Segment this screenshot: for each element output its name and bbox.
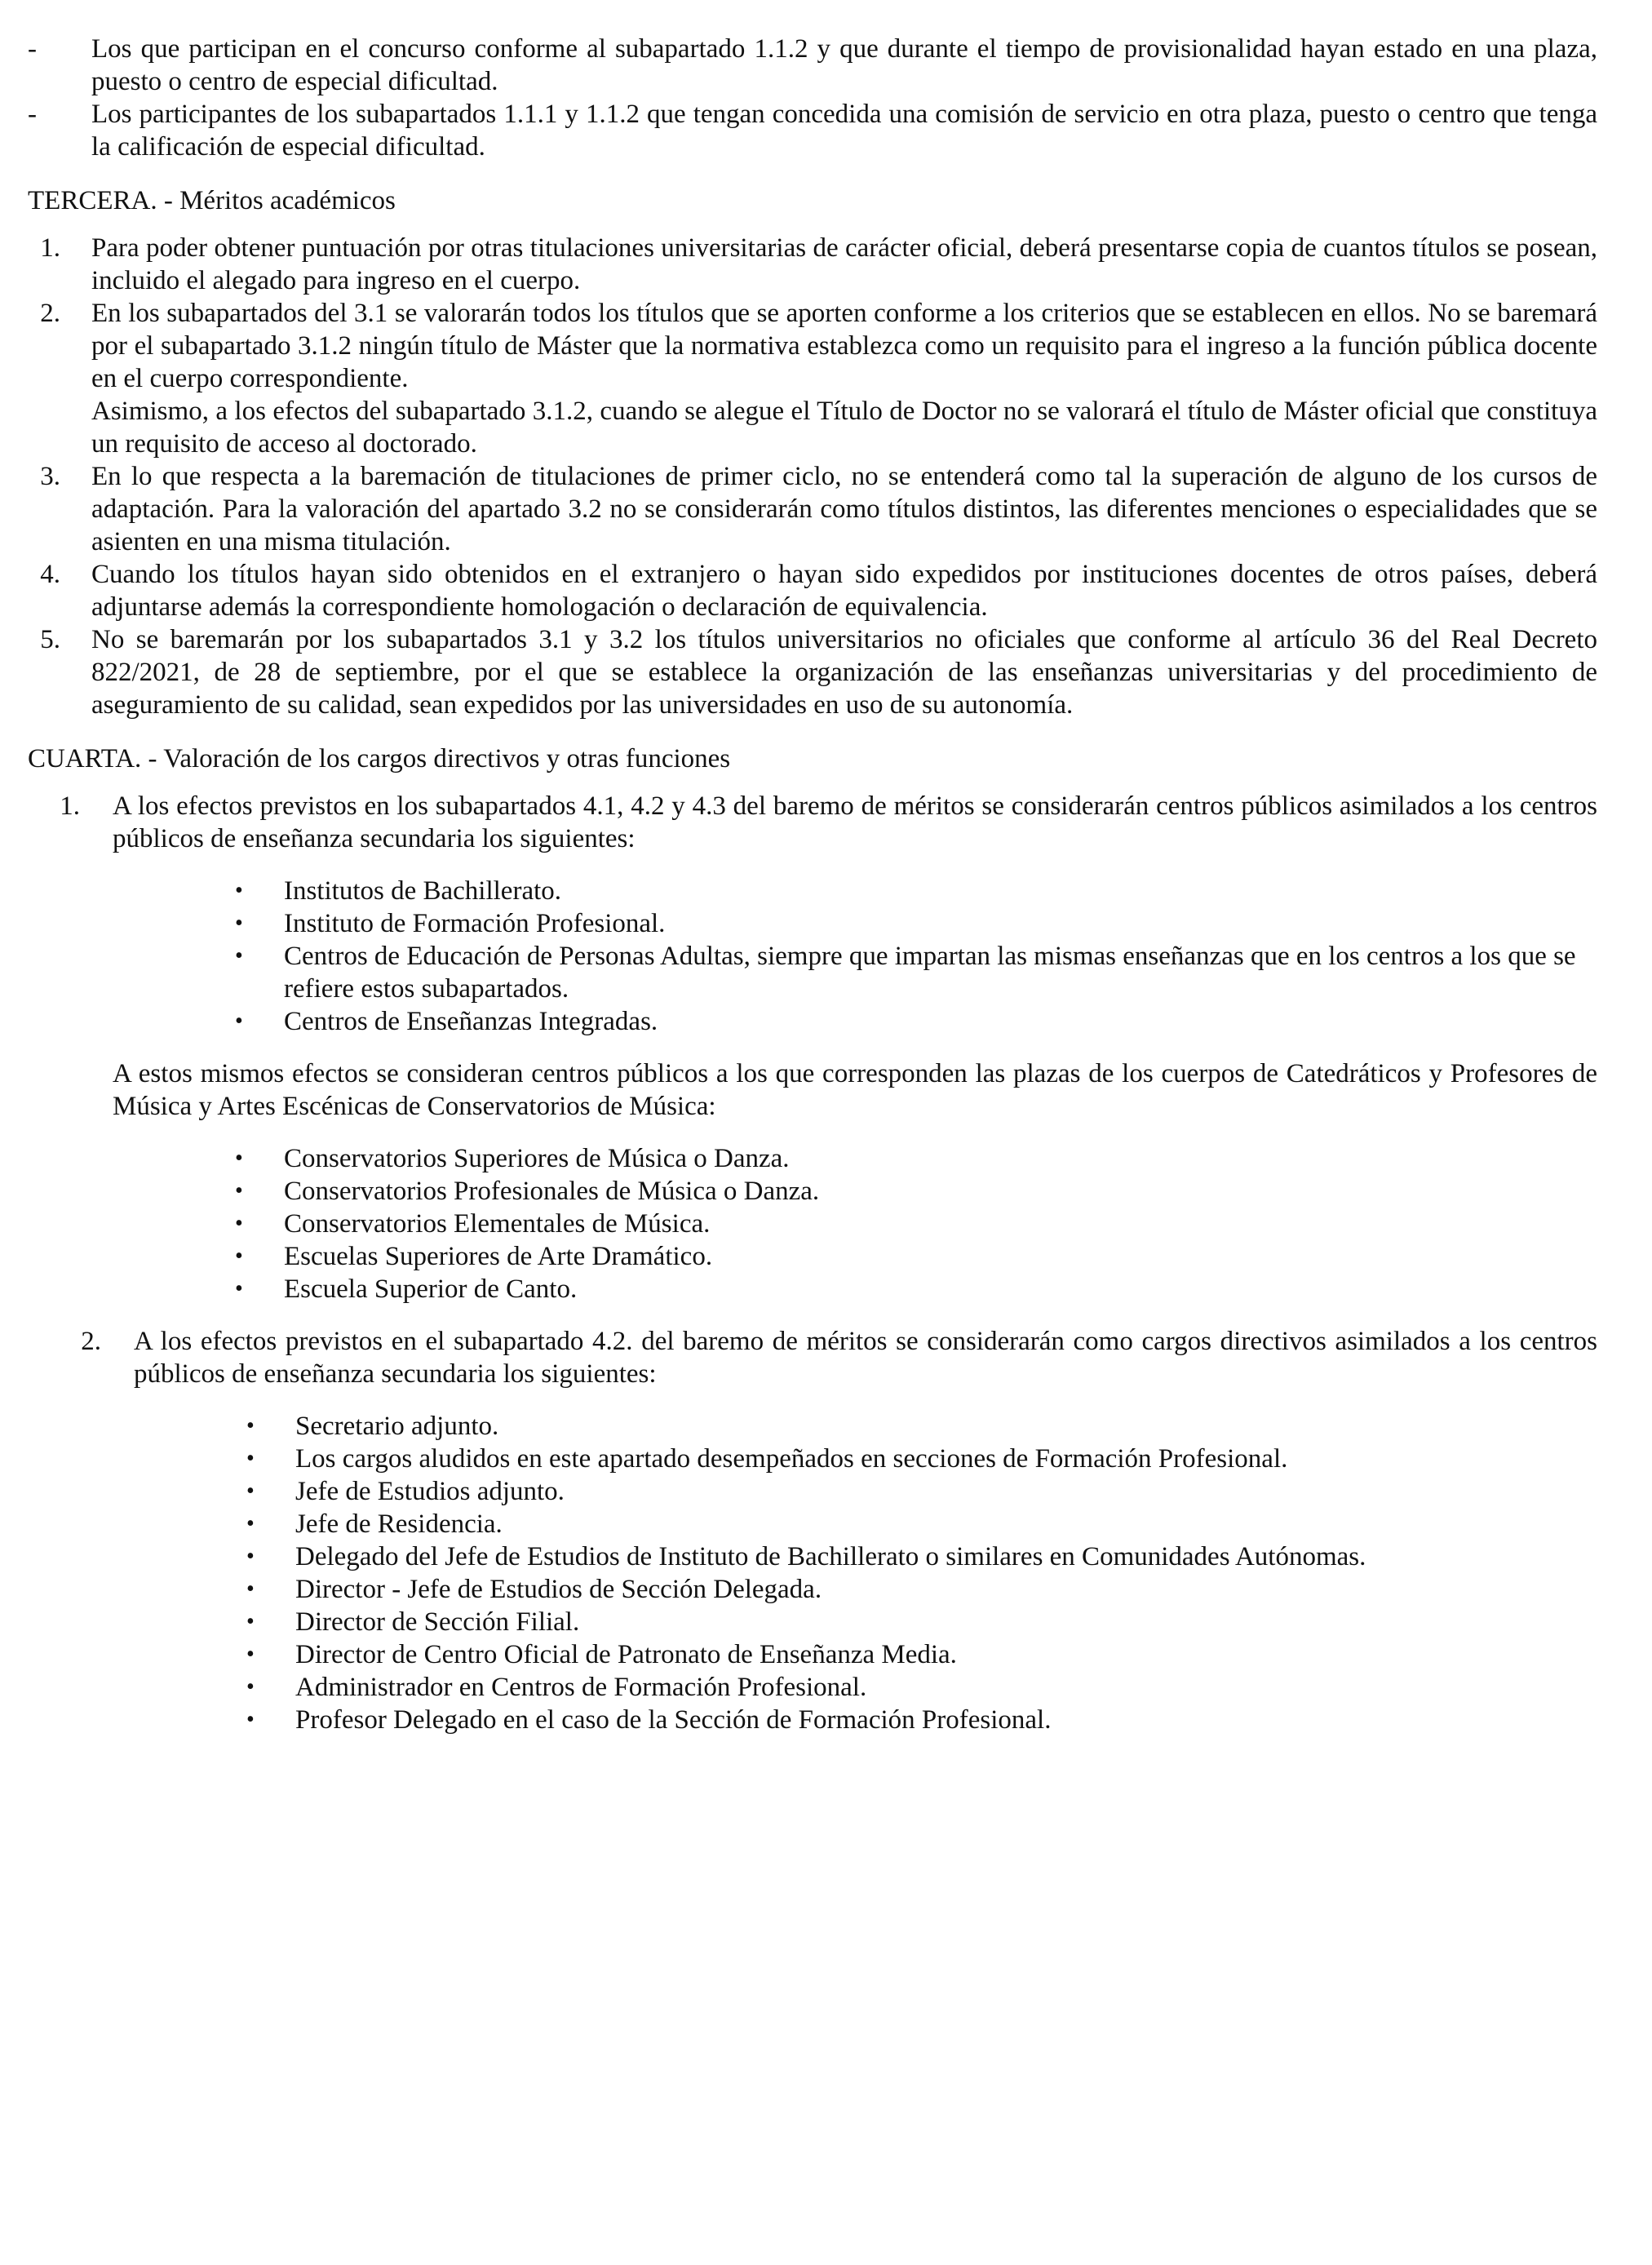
bullet-icon: • <box>235 1276 243 1301</box>
list-item <box>28 1540 1597 1573</box>
list-item-text: Centros de Educación de Personas Adultas, siempre que impartan las mismas enseñanzas que en los centros a los que se refiere estos subapartados. <box>284 942 1576 1004</box>
list-item <box>28 1208 1597 1240</box>
list-item-text: Jefe de Residencia. <box>295 1509 503 1539</box>
item-text: A los efectos previstos en el subapartado 4.2. del baremo de méritos se considerarán como cargos directivos asimilados a los centros públicos de enseñanza secundaria los siguientes: <box>134 1327 1597 1389</box>
list-item <box>28 1443 1597 1475</box>
item-number: 2. <box>81 1327 101 1356</box>
item-paragraph: No se baremarán por los subapartados 3.1 y 3.2 los títulos universitarios no oficiales que conforme al artículo 36 del Real Decreto 822/2021, de 28 de septiembre, por el que se establece la organización de las enseñanzas universitarias y del procedimiento de aseguramiento de su calidad, sean expedidos por las universidades en uso de su autonomía. <box>91 625 1597 720</box>
bullet-list-conservatorios <box>28 1142 1597 1305</box>
cuarta-item-1 <box>28 790 1597 855</box>
bullet-list-centros <box>28 875 1597 1038</box>
document-page <box>28 33 1597 1756</box>
item-paragraph: En lo que respecta a la baremación de titulaciones de primer ciclo, no se entenderá como tal la superación de alguno de los cursos de adaptación. Para la valoración del apartado 3.2 no se considerarán como títulos distintos, las diferentes menciones o especialidades que se asienten en una misma titulación. <box>91 462 1597 556</box>
list-item-text: Institutos de Bachillerato. <box>284 876 562 906</box>
list-item-text: Los cargos aludidos en este apartado desempeñados en secciones de Formación Profesional. <box>295 1444 1288 1474</box>
list-item <box>28 1704 1597 1736</box>
item-number: 3. <box>40 462 60 491</box>
item-number: 4. <box>40 560 60 589</box>
list-item <box>28 1410 1597 1443</box>
bullet-icon: • <box>246 1642 255 1667</box>
bullet-icon: • <box>246 1576 255 1602</box>
conservatorios-intro: A estos mismos efectos se consideran centros públicos a los que corresponden las plazas de los cuerpos de Catedráticos y Profesores de Música y Artes Escénicas de Conservatorios de Música: <box>113 1059 1597 1121</box>
list-item <box>28 1175 1597 1208</box>
list-item <box>28 907 1597 940</box>
list-item <box>28 1273 1597 1305</box>
list-item-text: Conservatorios Superiores de Música o Danza. <box>284 1144 790 1173</box>
bullet-icon: • <box>246 1609 255 1634</box>
list-item <box>28 875 1597 907</box>
dash-marker: - <box>28 100 37 129</box>
list-item-text: Jefe de Estudios adjunto. <box>295 1477 565 1506</box>
tercera-item <box>28 558 1597 623</box>
bullet-icon: • <box>246 1707 255 1732</box>
bullet-icon: • <box>246 1478 255 1504</box>
bullet-icon: • <box>235 1243 243 1269</box>
list-item <box>28 1005 1597 1038</box>
list-item <box>28 1671 1597 1704</box>
bullet-icon: • <box>235 1211 243 1236</box>
list-item <box>28 1606 1597 1638</box>
list-item-text: Secretario adjunto. <box>295 1412 499 1441</box>
item-paragraph: Cuando los títulos hayan sido obtenidos en el extranjero o hayan sido expedidos por instituciones docentes de otros países, deberá adjuntarse además la correspondiente homologación o declaración de equivalencia. <box>91 560 1597 622</box>
list-item-text: Conservatorios Elementales de Música. <box>284 1209 711 1239</box>
list-item-text: Conservatorios Profesionales de Música o Danza. <box>284 1177 820 1206</box>
tercera-item <box>28 297 1597 460</box>
cuarta-item-2 <box>28 1325 1597 1390</box>
bullet-list-cargos <box>28 1410 1597 1736</box>
list-item <box>28 1638 1597 1671</box>
item-paragraph: Asimismo, a los efectos del subapartado 3.1.2, cuando se alegue el Título de Doctor no se valorará el título de Máster oficial que constituya un requisito de acceso al doctorado. <box>91 397 1597 459</box>
item-number: 2. <box>40 299 60 328</box>
intro-item <box>28 33 1597 98</box>
intro-item-text: Los participantes de los subapartados 1.1.1 y 1.1.2 que tengan concedida una comisión de servicio en otra plaza, puesto o centro que tenga la calificación de especial dificultad. <box>91 100 1597 162</box>
list-item-text: Instituto de Formación Profesional. <box>284 909 666 938</box>
bullet-icon: • <box>235 1008 243 1034</box>
list-item-text: Administrador en Centros de Formación Profesional. <box>295 1673 867 1702</box>
dash-marker: - <box>28 34 37 64</box>
item-number: 1. <box>60 791 80 821</box>
list-item <box>28 1142 1597 1175</box>
intro-item-text: Los que participan en el concurso conforme al subapartado 1.1.2 y que durante el tiempo de provisionalidad hayan estado en una plaza, puesto o centro de especial dificultad. <box>91 34 1597 96</box>
bullet-icon: • <box>235 911 243 936</box>
bullet-icon: • <box>235 1146 243 1171</box>
list-item-text: Profesor Delegado en el caso de la Sección de Formación Profesional. <box>295 1705 1052 1735</box>
list-item-text: Centros de Enseñanzas Integradas. <box>284 1007 658 1036</box>
list-item <box>28 940 1597 1005</box>
bullet-icon: • <box>246 1544 255 1569</box>
bullet-icon: • <box>235 943 243 968</box>
list-item <box>28 1573 1597 1606</box>
item-paragraph: En los subapartados del 3.1 se valorarán todos los títulos que se aporten conforme a los criterios que se establecen en ellos. No se baremará por el subapartado 3.1.2 ningún título de Máster que la normativa establezca como un requisito para el ingreso a la función pública docente en el cuerpo correspondiente. <box>91 299 1597 393</box>
item-paragraph: Para poder obtener puntuación por otras titulaciones universitarias de carácter oficial, deberá presentarse copia de cuantos títulos se posean, incluido el alegado para ingreso en el cuerpo. <box>91 233 1597 295</box>
list-item-text: Director de Sección Filial. <box>295 1607 580 1637</box>
bullet-icon: • <box>246 1446 255 1471</box>
list-item <box>28 1508 1597 1540</box>
list-item-text: Delegado del Jefe de Estudios de Instituto de Bachillerato o similares en Comunidades Autónomas. <box>295 1542 1366 1571</box>
bullet-icon: • <box>246 1674 255 1700</box>
intro-item <box>28 98 1597 163</box>
list-item <box>28 1475 1597 1508</box>
list-item-text: Director de Centro Oficial de Patronato de Enseñanza Media. <box>295 1640 957 1669</box>
item-number: 5. <box>40 625 60 654</box>
tercera-item <box>28 460 1597 558</box>
bullet-icon: • <box>235 1178 243 1203</box>
tercera-list <box>28 232 1597 721</box>
list-item-text: Escuelas Superiores de Arte Dramático. <box>284 1242 713 1271</box>
item-text: A los efectos previstos en los subapartados 4.1, 4.2 y 4.3 del baremo de méritos se considerarán centros públicos asimilados a los centros públicos de enseñanza secundaria los siguientes: <box>113 791 1597 853</box>
tercera-item <box>28 623 1597 721</box>
tercera-item <box>28 232 1597 297</box>
list-item-text: Director - Jefe de Estudios de Sección Delegada. <box>295 1575 822 1604</box>
list-item-text: Escuela Superior de Canto. <box>284 1274 578 1304</box>
section-heading-tercera: TERCERA. - Méritos académicos <box>28 186 396 215</box>
item-number: 1. <box>40 233 60 263</box>
bullet-icon: • <box>235 878 243 903</box>
bullet-icon: • <box>246 1511 255 1536</box>
list-item <box>28 1240 1597 1273</box>
bullet-icon: • <box>246 1413 255 1438</box>
section-heading-cuarta: CUARTA. - Valoración de los cargos directivos y otras funciones <box>28 744 731 773</box>
